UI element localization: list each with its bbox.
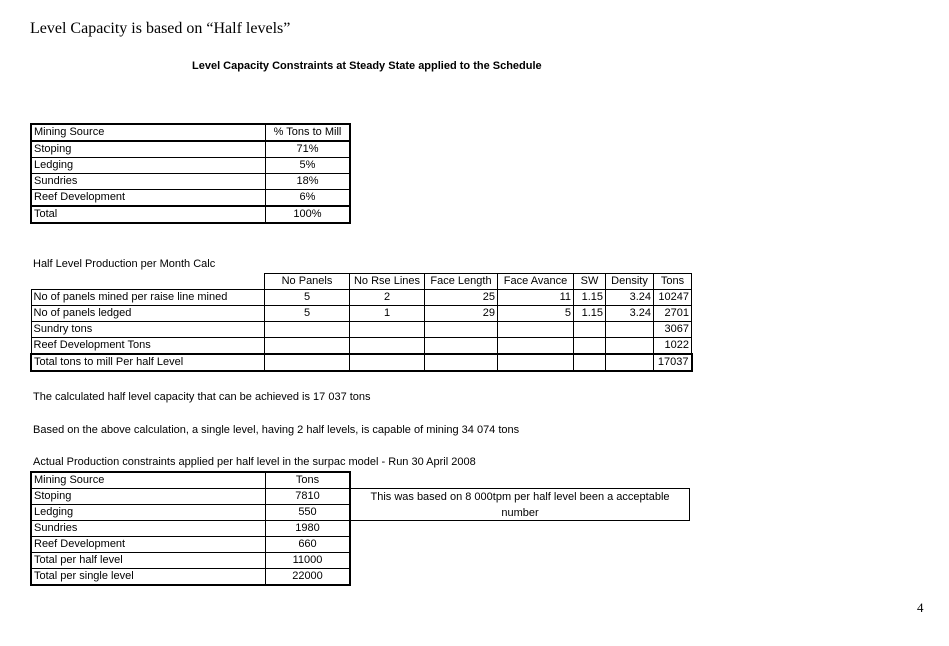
cell-source: Reef Development: [31, 190, 266, 207]
cell-no-panels: 5: [265, 306, 350, 322]
header-sw: SW: [574, 274, 606, 290]
table-row: [31, 537, 350, 553]
capacity-text: The calculated half level capacity that can be achieved is 17 037 tons: [33, 391, 371, 403]
cell-empty: [350, 354, 425, 371]
cell-label: Reef Development Tons: [31, 338, 265, 355]
cell-face-length: 25: [425, 290, 498, 306]
page-subtitle: Level Capacity Constraints at Steady State applied to the Schedule: [192, 60, 542, 72]
cell-empty: [606, 322, 654, 338]
cell-empty: [498, 338, 574, 355]
cell-empty: [425, 354, 498, 371]
cell-source: Sundries: [31, 521, 266, 537]
cell-empty: [606, 354, 654, 371]
cell-percent: 71%: [266, 141, 351, 158]
cell-empty: [574, 354, 606, 371]
cell-total-value: 100%: [266, 206, 351, 223]
single-level-text: Based on the above calculation, a single level, having 2 half levels, is capable of mining 34 074 tons: [33, 424, 520, 436]
header-no-rse-lines: No Rse Lines: [350, 274, 425, 290]
cell-sw: 1.15: [574, 306, 606, 322]
cell-empty: [265, 338, 350, 355]
cell-total-label: Total: [31, 206, 266, 223]
cell-face-length: 29: [425, 306, 498, 322]
table-row: [31, 158, 350, 174]
cell-empty: [574, 322, 606, 338]
cell-percent: 18%: [266, 174, 351, 190]
calc-title: Half Level Production per Month Calc: [33, 258, 216, 270]
cell-density: 3.24: [606, 306, 654, 322]
cell-face-avance: 5: [498, 306, 574, 322]
table-header-row: [31, 274, 692, 290]
table-row: [31, 322, 692, 338]
total-row: [31, 354, 692, 371]
table-row: [31, 190, 350, 207]
cell-density: 3.24: [606, 290, 654, 306]
table-row: [31, 290, 692, 306]
header-no-panels: No Panels: [265, 274, 350, 290]
cell-label: No of panels mined per raise line mined: [31, 290, 265, 306]
cell-source: Ledging: [31, 505, 266, 521]
header-density: Density: [606, 274, 654, 290]
header-tons: Tons: [654, 274, 692, 290]
cell-empty: [498, 354, 574, 371]
cell-source: Reef Development: [31, 537, 266, 553]
table-row: [31, 521, 350, 537]
table-row: [31, 174, 350, 190]
cell-percent: 6%: [266, 190, 351, 207]
page-heading: Level Capacity is based on “Half levels”: [30, 20, 291, 37]
cell-source: Stoping: [31, 489, 266, 505]
cell-source: Sundries: [31, 174, 266, 190]
cell-no-panels: 5: [265, 290, 350, 306]
constraints-text: Actual Production constraints applied per half level in the surpac model - Run 30 April 2008: [33, 456, 476, 468]
cell-source: Total per half level: [31, 553, 266, 569]
header-face-length: Face Length: [425, 274, 498, 290]
cell-sw: 1.15: [574, 290, 606, 306]
cell-no-rse-lines: 2: [350, 290, 425, 306]
cell-label: No of panels ledged: [31, 306, 265, 322]
cell-empty: [350, 338, 425, 355]
cell-tons: 11000: [266, 553, 351, 569]
table-row: [31, 141, 350, 158]
table-row: [31, 338, 692, 355]
total-row: [31, 206, 350, 223]
header-mining-source: Mining Source: [31, 124, 266, 141]
cell-tons: 7810: [266, 489, 351, 505]
cell-tons: 1022: [654, 338, 692, 355]
mining-source-table: [30, 123, 351, 224]
half-level-calc-table: [30, 273, 693, 372]
cell-empty: [425, 338, 498, 355]
actual-production-table: [30, 471, 351, 586]
table-row: [31, 489, 350, 505]
table-row: [31, 553, 350, 569]
table-header-row: [31, 472, 350, 489]
cell-face-avance: 11: [498, 290, 574, 306]
cell-empty: [606, 338, 654, 355]
cell-tons: 1980: [266, 521, 351, 537]
table-row: [31, 569, 350, 586]
cell-no-rse-lines: 1: [350, 306, 425, 322]
cell-tons: 3067: [654, 322, 692, 338]
cell-source: Stoping: [31, 141, 266, 158]
table-row: [31, 505, 350, 521]
table-row: [31, 306, 692, 322]
cell-tons: 22000: [266, 569, 351, 586]
note-text: This was based on 8 000tpm per half level been a acceptable number: [370, 491, 670, 519]
cell-source: Total per single level: [31, 569, 266, 586]
cell-label: Sundry tons: [31, 322, 265, 338]
cell-tons: 660: [266, 537, 351, 553]
cell-tons: 550: [266, 505, 351, 521]
header-tons-to-mill: % Tons to Mill: [266, 124, 351, 141]
header-blank: [31, 274, 265, 290]
cell-percent: 5%: [266, 158, 351, 174]
cell-empty: [425, 322, 498, 338]
header-face-avance: Face Avance: [498, 274, 574, 290]
cell-tons: 10247: [654, 290, 692, 306]
cell-empty: [265, 322, 350, 338]
page-number: 4: [917, 600, 924, 615]
cell-empty: [265, 354, 350, 371]
header-tons: Tons: [266, 472, 351, 489]
cell-empty: [574, 338, 606, 355]
cell-total-tons: 17037: [654, 354, 692, 371]
table-header-row: [31, 124, 350, 141]
cell-source: Ledging: [31, 158, 266, 174]
cell-tons: 2701: [654, 306, 692, 322]
cell-total-label: Total tons to mill Per half Level: [31, 354, 265, 371]
cell-empty: [498, 322, 574, 338]
header-mining-source: Mining Source: [31, 472, 266, 489]
cell-empty: [350, 322, 425, 338]
note-box: [350, 488, 690, 521]
